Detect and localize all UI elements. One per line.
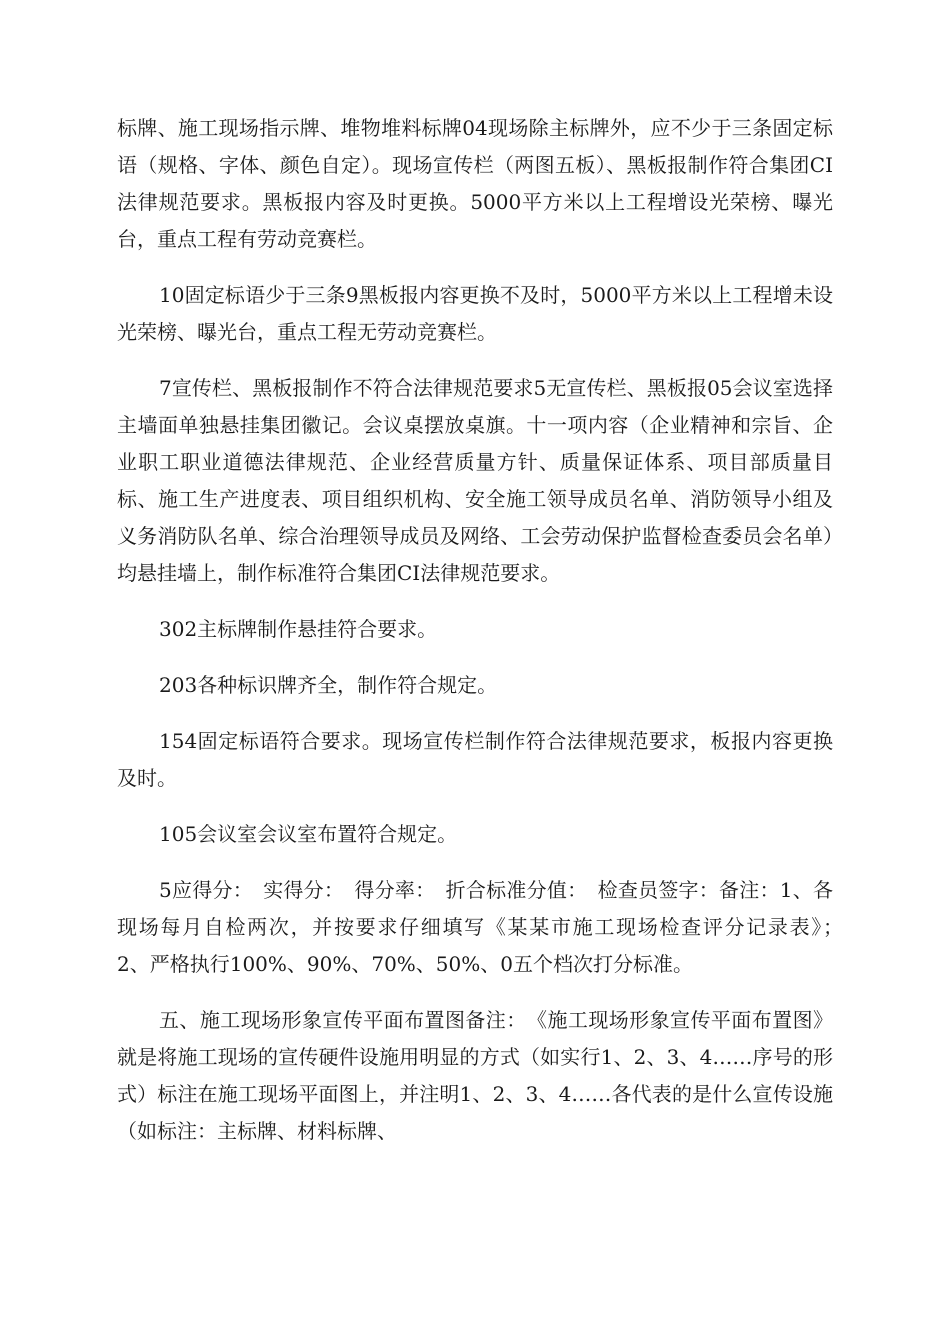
- paragraph-1: 标牌、施工现场指示牌、堆物堆料标牌04现场除主标牌外，应不少于三条固定标语（规格、字体、颜色自定）。现场宣传栏（两图五板）、黑板报制作符合集团CI法律规范要求。黑板报内容及时更换。5000平方米以上工程增设光荣榜、曝光台，重点工程有劳动竞赛栏。: [117, 116, 833, 251]
- paragraph-3: 7宣传栏、黑板报制作不符合法律规范要求5无宣传栏、黑板报05会议室选择主墙面单独悬挂集团徽记。会议桌摆放桌旗。十一项内容（企业精神和宗旨、企业职工职业道德法律规范、企业经营质量方针、质量保证体系、项目部质量目标、施工生产进度表、项目组织机构、安全施工领导成员名单、消防领导小组及义务消防队名单、综合治理领导成员及网络、工会劳动保护监督检查委员会名单）均悬挂墙上，制作标准符合集团CI法律规范要求。: [117, 376, 833, 585]
- paragraph-6: 154固定标语符合要求。现场宣传栏制作符合法律规范要求，板报内容更换及时。: [117, 729, 833, 790]
- paragraph-9: 五、施工现场形象宣传平面布置图备注： 《施工现场形象宣传平面布置图》就是将施工现场的宣传硬件设施用明显的方式（如实行1、2、3、4……序号的形式）标注在施工现场平面图上，并注明1、2、3、4……各代表的是什么宣传设施（如标注：主标牌、材料标牌、: [117, 1008, 833, 1143]
- paragraph-7: 105会议室会议室布置符合规定。: [159, 822, 458, 846]
- paragraph-8: 5应得分： 实得分： 得分率： 折合标准分值： 检查员签字：备注：1、各现场每月自检两次，并按要求仔细填写《某某市施工现场检查评分记录表》； 2、严格执行100%、90%、70%、50%、0五个档次打分标准。: [117, 878, 873, 976]
- document-body: [117, 110, 873, 1169]
- paragraph-2: 10固定标语少于三条9黑板报内容更换不及时，5000平方米以上工程增未设光荣榜、曝光台，重点工程无劳动竞赛栏。: [117, 283, 833, 344]
- paragraph-4: 302主标牌制作悬挂符合要求。: [159, 617, 438, 641]
- paragraph-5: 203各种标识牌齐全，制作符合规定。: [159, 673, 498, 697]
